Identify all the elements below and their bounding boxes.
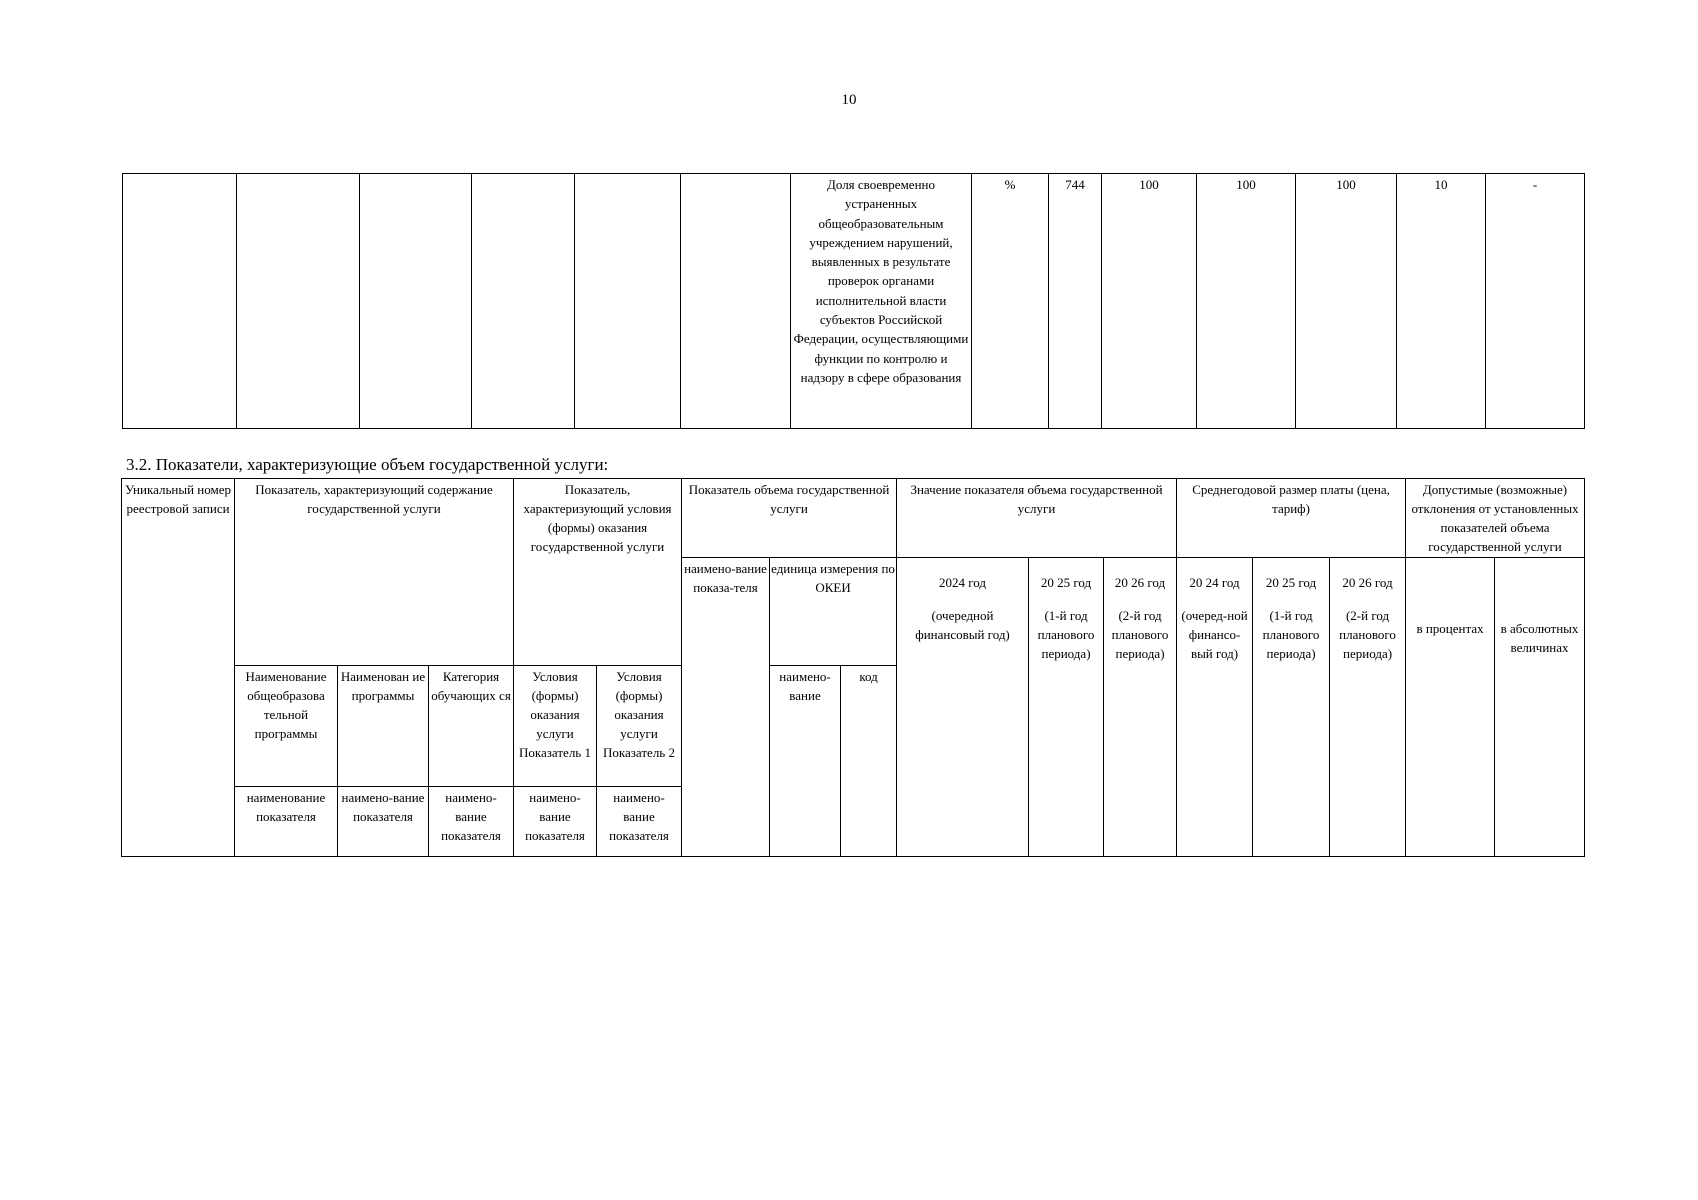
quality-indicator-table xyxy=(122,173,1585,429)
empty-cell xyxy=(681,174,791,429)
empty-cell xyxy=(123,174,237,429)
deviation-percent-label: в процентах xyxy=(1416,621,1484,636)
empty-cell xyxy=(360,174,472,429)
value-2025-note: (1-й год планового периода) xyxy=(1037,608,1095,661)
volume-indicator-table xyxy=(121,478,1585,857)
value-2025-year: 20 25 год xyxy=(1040,575,1092,590)
unit-name-header: наимено-вание xyxy=(770,666,841,857)
value-2024: 100 xyxy=(1102,174,1197,429)
content-sub-header: Наименование общеобразова тельной программы xyxy=(235,666,338,787)
header-volume-value: Значение показателя объема государственной услуги xyxy=(897,479,1177,558)
indicator-name-cell: наимено-вание показателя xyxy=(429,787,514,857)
deviation-absolute: - xyxy=(1486,174,1585,429)
content-sub-header: Категория обучающих ся xyxy=(429,666,514,787)
fee-2026-note: (2-й год планового периода) xyxy=(1339,608,1396,661)
unit-name: % xyxy=(972,174,1049,429)
volume-indicator-name: наимено-вание показа-теля xyxy=(682,558,770,857)
header-conditions-indicator: Показатель, характеризующий условия (формы) оказания государственной услуги xyxy=(514,479,682,666)
value-2025: 100 xyxy=(1197,174,1296,429)
value-2024-year: 2024 год xyxy=(939,575,987,590)
fee-2024-year: 20 24 год xyxy=(1189,575,1240,590)
empty-cell xyxy=(237,174,360,429)
fee-2025-header xyxy=(1253,558,1330,857)
deviation-percent: 10 xyxy=(1397,174,1486,429)
fee-2025-year: 20 25 год xyxy=(1265,575,1317,590)
empty-cell xyxy=(472,174,575,429)
content-sub-header: Наименован ие программы xyxy=(338,666,429,787)
header-registry-number: Уникальный номер реестровой записи xyxy=(122,479,235,857)
unit-code-header: код xyxy=(841,666,897,857)
volume-unit-okei: единица измерения по ОКЕИ xyxy=(770,558,897,666)
header-average-fee: Среднегодовой размер платы (цена, тариф) xyxy=(1177,479,1406,558)
section-title: 3.2. Показатели, характеризующие объем государственной услуги: xyxy=(126,455,609,474)
indicator-name-cell: наименование показателя xyxy=(235,787,338,857)
indicator-name-cell: наимено-вание показателя xyxy=(514,787,597,857)
deviation-absolute-label: в абсолютных величинах xyxy=(1500,621,1579,655)
deviation-percent-header xyxy=(1406,558,1495,857)
value-2026: 100 xyxy=(1296,174,1397,429)
value-2024-note: (очередной финансовый год) xyxy=(915,608,1010,642)
header-volume-indicator: Показатель объема государственной услуги xyxy=(682,479,897,558)
condition-sub-header: Условия (формы) оказания услуги Показатель 2 xyxy=(597,666,682,787)
header-allowed-deviation: Допустимые (возможные) отклонения от установленных показателей объема государственной услуги xyxy=(1406,479,1585,558)
empty-cell xyxy=(575,174,681,429)
value-2026-header xyxy=(1104,558,1177,857)
header-content-indicator: Показатель, характеризующий содержание государственной услуги xyxy=(235,479,514,666)
fee-2024-note: (очеред-ной финансо-вый год) xyxy=(1181,608,1248,661)
fee-2026-header xyxy=(1330,558,1406,857)
value-2025-header xyxy=(1029,558,1104,857)
condition-sub-header: Условия (формы) оказания услуги Показатель 1 xyxy=(514,666,597,787)
unit-code: 744 xyxy=(1049,174,1102,429)
value-2026-note: (2-й год планового периода) xyxy=(1111,608,1169,661)
fee-2024-header xyxy=(1177,558,1253,857)
fee-2025-note: (1-й год планового периода) xyxy=(1262,608,1320,661)
page-number: 10 xyxy=(841,92,857,108)
value-2026-year: 20 26 год xyxy=(1114,575,1166,590)
indicator-name: Доля своевременно устраненных общеобразовательным учреждением нарушений, выявленных в результате проверок органами исполнительной власти субъектов Российской Федерации, осуществляющими функции по контролю и надзору в сфере образования xyxy=(791,174,972,429)
deviation-absolute-header xyxy=(1495,558,1585,857)
indicator-name-cell: наимено-вание показателя xyxy=(338,787,429,857)
fee-2026-year: 20 26 год xyxy=(1342,575,1393,590)
value-2024-header xyxy=(897,558,1029,857)
indicator-name-cell: наимено-вание показателя xyxy=(597,787,682,857)
